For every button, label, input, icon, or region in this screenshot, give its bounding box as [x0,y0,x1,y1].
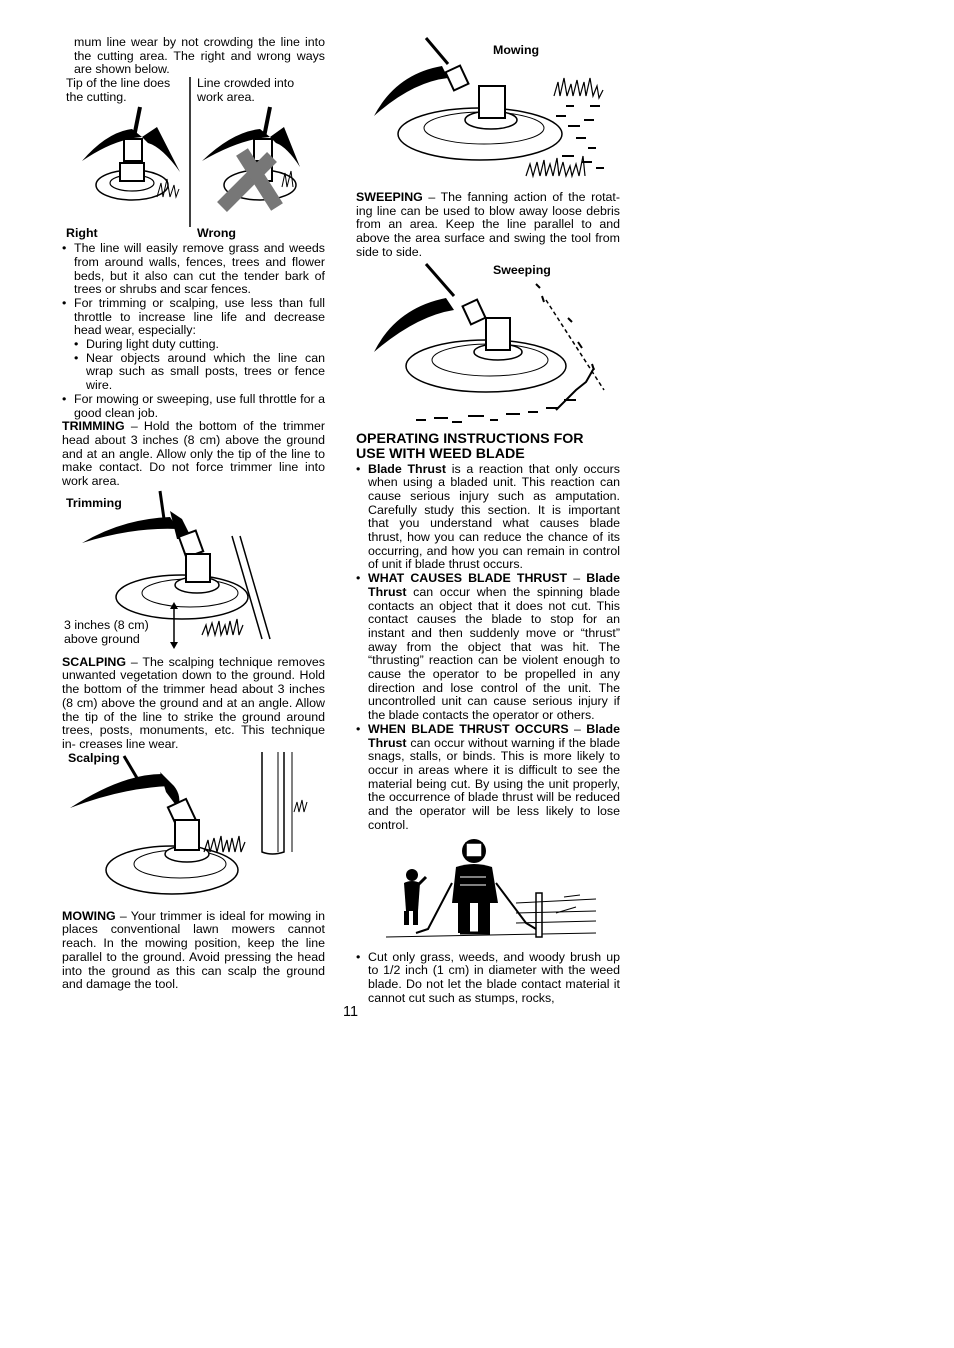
intro-paragraph: mum line wear by not crowding the line into the cutting area. The right and wrong ways are shown below. [74,35,325,77]
crowded-label: Line crowded into work area. [197,76,295,104]
occurs-text: can occur without warning if the blade snags, stalls, or binds. This is more likely to occur in areas where it is difficult to see the material being cut. By using the unit properly, the occurrence of blade thrust will be reduced and the operator will be less likely to lose control. [368,735,620,832]
trimming-heading: TRIMMING [62,419,125,434]
blade-thrust-term: Blade Thrust [368,571,620,599]
section-title-line2: USE WITH WEED BLADE [356,446,525,463]
list-item: • The line will easily remove grass and weeds from around walls, fences, trees and flower beds, but it also can cut the tender bark of trees or shrubs and scar fences. [62,242,325,297]
mowing-paragraph [62,910,325,992]
figure-right-wrong [62,77,325,244]
blade-thrust-text: is a reaction that only occurs when using a bladed unit. This reaction can cause serious injury such as amputation. Carefully study this section. It is important that you understand what causes blade thrust, how you can reduce the chance of its occurring, and how you can remain in control of unit if blade thrust occurs. [368,461,621,572]
right-caption: Right [66,226,98,241]
trimming-caption: Trimming [66,495,122,510]
figure-trimming [62,489,325,656]
figure-sweeping [356,260,620,432]
trimming-paragraph [62,420,325,489]
weed-blade-section [356,432,620,1006]
occurs-heading: WHEN BLADE THRUST OCCURS [368,721,569,736]
operator-illustration [356,833,620,951]
wrong-caption: Wrong [197,226,236,241]
sweeping-paragraph [356,191,620,260]
tip-label: Tip of the line does the cutting. [66,76,171,104]
section-title-line1: OPERATING INSTRUCTIONS FOR [356,430,584,447]
blade-thrust-term: Blade Thrust [368,721,620,750]
wrong-trimmer-drawing [202,107,300,207]
mowing-text: – Your trimmer is ideal for mowing in places conventional lawn mowers cannot reach. In the mowing position, keep the line parallel to the ground. Avoid pressing the head into the ground as this can scalp the ground and damage the tool. [62,908,325,992]
left-column [62,36,325,992]
scalping-caption: Scalping [68,750,120,765]
scalping-heading: SCALPING [62,654,127,669]
mowing-illustration [356,36,620,191]
sweeping-heading: SWEEPING [356,190,423,204]
right-wrong-illustration [62,77,325,244]
height-label-line1: 3 inches (8 cm) [64,617,149,632]
list-item [356,463,620,573]
list-item: • For mowing or sweeping, use full throttle for a good clean job. [62,393,325,420]
mowing-caption: Mowing [493,43,540,57]
list-item: • Near objects around which the line can wrap such as small posts, trees or fence wire. [62,352,325,393]
scalping-text: – The scalping technique removes unwanted vegetation down to the ground. Hold the bottom of the trimmer head about 3 inches (8 cm) above the ground and at an angle. Allow the tip of the line to strike the ground around trees, posts, monuments, etc. This technique in- creases line wear. [62,654,325,751]
tips-list [62,242,325,420]
causes-text: can occur when the spinning blade contacts an object that it does not cut. This contact causes the blade to stop for an instant and then suddenly move or “thrust” away from the object that was hit. The “thrusting” reaction can be violent enough to cause the operator to be propelled in any direction and lose control of the unit. The uncontrolled unit can cause serious injury if the blade contacts the operator or others. [368,584,620,723]
cut-only-list [356,951,620,1006]
figure-operator [356,833,620,951]
list-item [356,572,620,723]
right-trimmer-drawing [82,107,180,200]
list-item: • Cut only grass, weeds, and woody brush up to 1/2 inch (1 cm) in diameter with the weed blade. Do not let the blade contact material it cannot cut such as stumps, rocks, [356,951,620,1006]
blade-thrust-list [356,463,620,833]
right-column [356,36,620,1005]
scalping-paragraph [62,656,325,752]
trimming-text: – Hold the bottom of the trimmer head about 3 inches (8 cm) above the ground and at an angle. Allow only the tip of the line to make contact. Do not force trimmer line into work area. [62,419,325,489]
mowing-heading: MOWING [62,908,116,923]
sweeping-illustration [356,260,620,432]
list-item: • For trimming or scalping, use less than full throttle to increase line life and decrease head wear, especially: [62,297,325,338]
dash: – [567,571,587,586]
dash: – [568,721,587,736]
list-item [356,723,620,833]
sweeping-text: – The fanning action of the rotat- ing line can be used to blow away loose debris from an area. Keep the line parallel to and above the area surface and swing the tool from side to side. [356,190,620,259]
scalping-illustration [62,752,325,910]
list-item: • During light duty cutting. [62,338,325,352]
causes-heading: WHAT CAUSES BLADE THRUST [368,571,568,586]
page-number: 11 [343,1004,359,1020]
blade-thrust-term: Blade Thrust [368,461,446,476]
height-label-line2: above ground [64,631,140,646]
figure-mowing [356,36,620,191]
sweeping-caption: Sweeping [493,262,551,277]
figure-scalping [62,752,325,910]
